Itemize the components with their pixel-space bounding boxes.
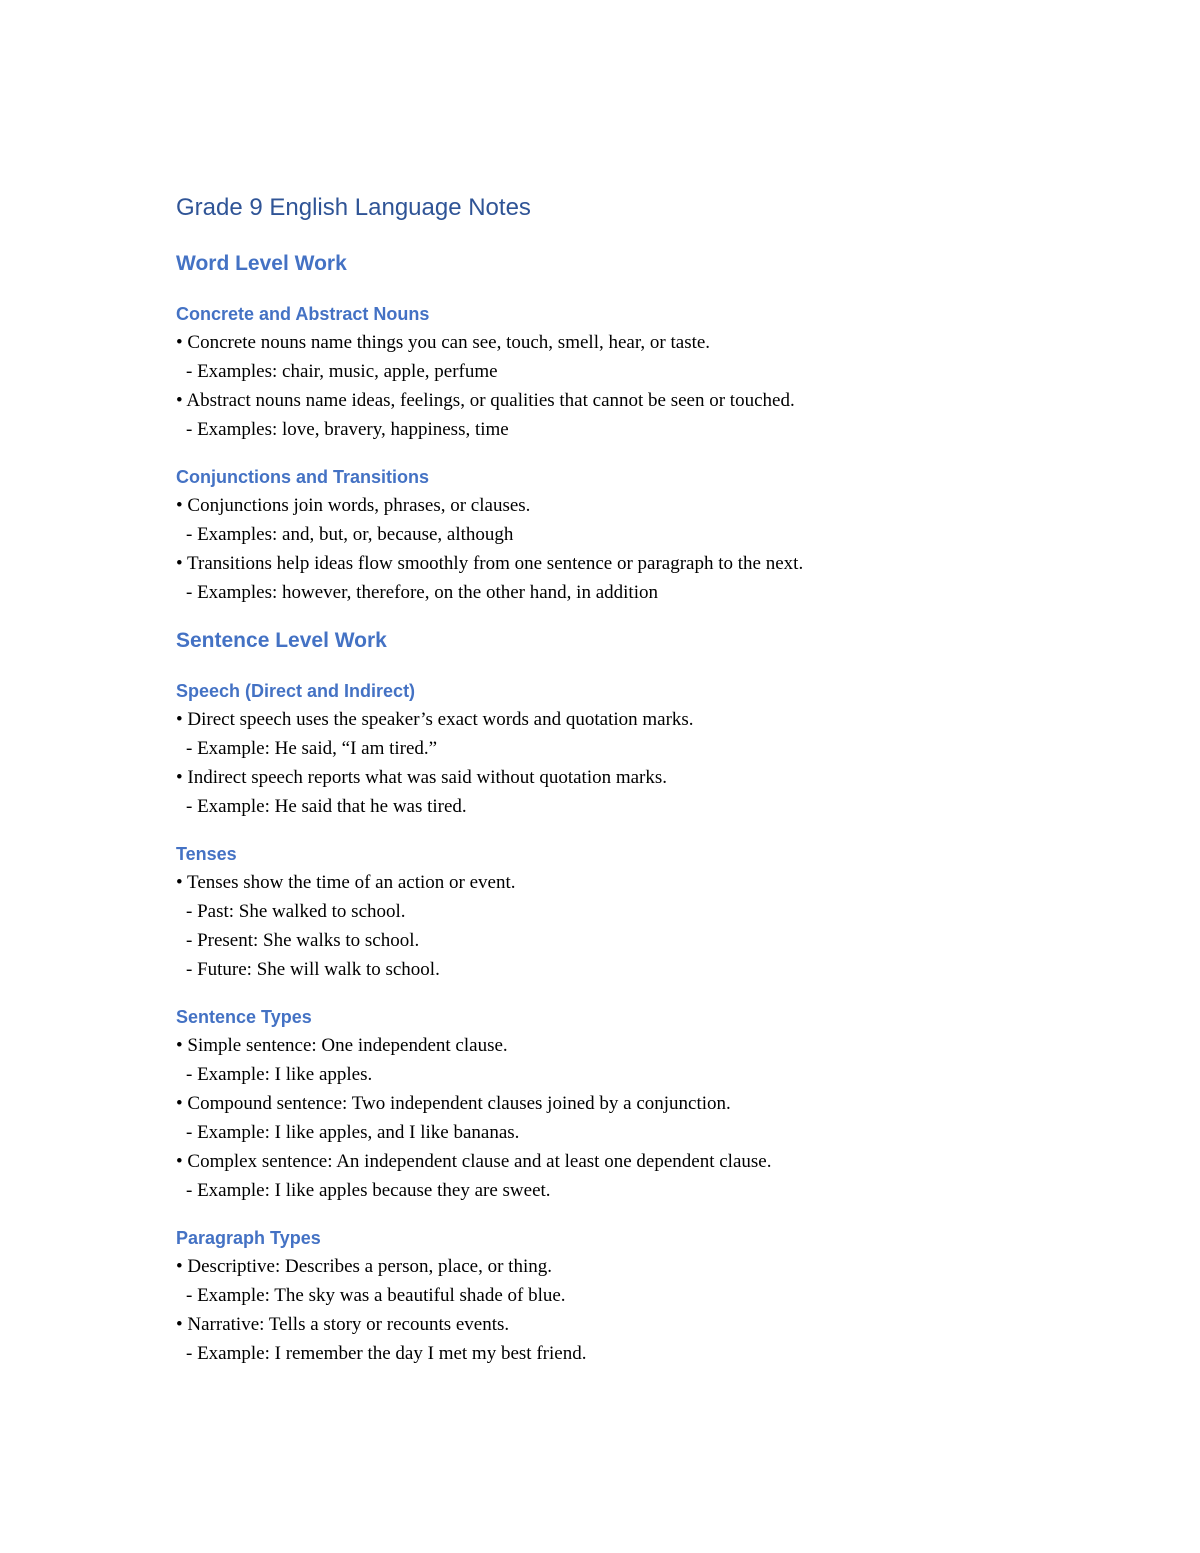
example-line: - Examples: however, therefore, on the other hand, in addition [186,582,658,603]
bullet-line: • Abstract nouns name ideas, feelings, or qualities that cannot be seen or touched. [176,390,795,411]
example-line: - Example: The sky was a beautiful shade of blue. [186,1285,566,1306]
bullet-line: • Transitions help ideas flow smoothly from one sentence or paragraph to the next. [176,553,804,574]
example-line: - Example: He said, “I am tired.” [186,738,438,759]
subheading-speech: Speech (Direct and Indirect) [176,681,416,701]
bullet-line: • Descriptive: Describes a person, place, or thing. [176,1256,552,1277]
bullet-line: • Conjunctions join words, phrases, or clauses. [176,495,531,516]
subheading-concrete-abstract-nouns: Concrete and Abstract Nouns [176,304,430,324]
document-page [176,188,1076,1368]
bullet-line: • Complex sentence: An independent clause and at least one dependent clause. [176,1151,772,1172]
example-line: - Present: She walks to school. [186,930,420,951]
example-line: - Examples: love, bravery, happiness, time [186,419,509,440]
bullet-line: • Tenses show the time of an action or event. [176,872,516,893]
subheading-tenses: Tenses [176,844,237,864]
example-line: - Example: I like apples because they are sweet. [186,1180,551,1201]
bullet-line: • Compound sentence: Two independent clauses joined by a conjunction. [176,1093,731,1114]
section-heading-sentence-level: Sentence Level Work [176,629,387,652]
section-heading-word-level: Word Level Work [176,252,347,275]
example-line: - Future: She will walk to school. [186,959,440,980]
example-line: - Past: She walked to school. [186,901,406,922]
example-line: - Examples: and, but, or, because, although [186,524,514,545]
subheading-paragraph-types: Paragraph Types [176,1228,321,1248]
bullet-line: • Indirect speech reports what was said without quotation marks. [176,767,668,788]
example-line: - Examples: chair, music, apple, perfume [186,361,498,382]
bullet-line: • Concrete nouns name things you can see, touch, smell, hear, or taste. [176,332,711,353]
bullet-line: • Simple sentence: One independent clause. [176,1035,508,1056]
bullet-line: • Direct speech uses the speaker’s exact words and quotation marks. [176,709,694,730]
document-title: Grade 9 English Language Notes [176,194,531,221]
example-line: - Example: I like apples. [186,1064,373,1085]
bullet-line: • Narrative: Tells a story or recounts events. [176,1314,510,1335]
subheading-conjunctions-transitions: Conjunctions and Transitions [176,467,430,487]
subheading-sentence-types: Sentence Types [176,1007,312,1027]
example-line: - Example: I remember the day I met my best friend. [186,1343,587,1364]
example-line: - Example: I like apples, and I like bananas. [186,1122,520,1143]
example-line: - Example: He said that he was tired. [186,796,467,817]
